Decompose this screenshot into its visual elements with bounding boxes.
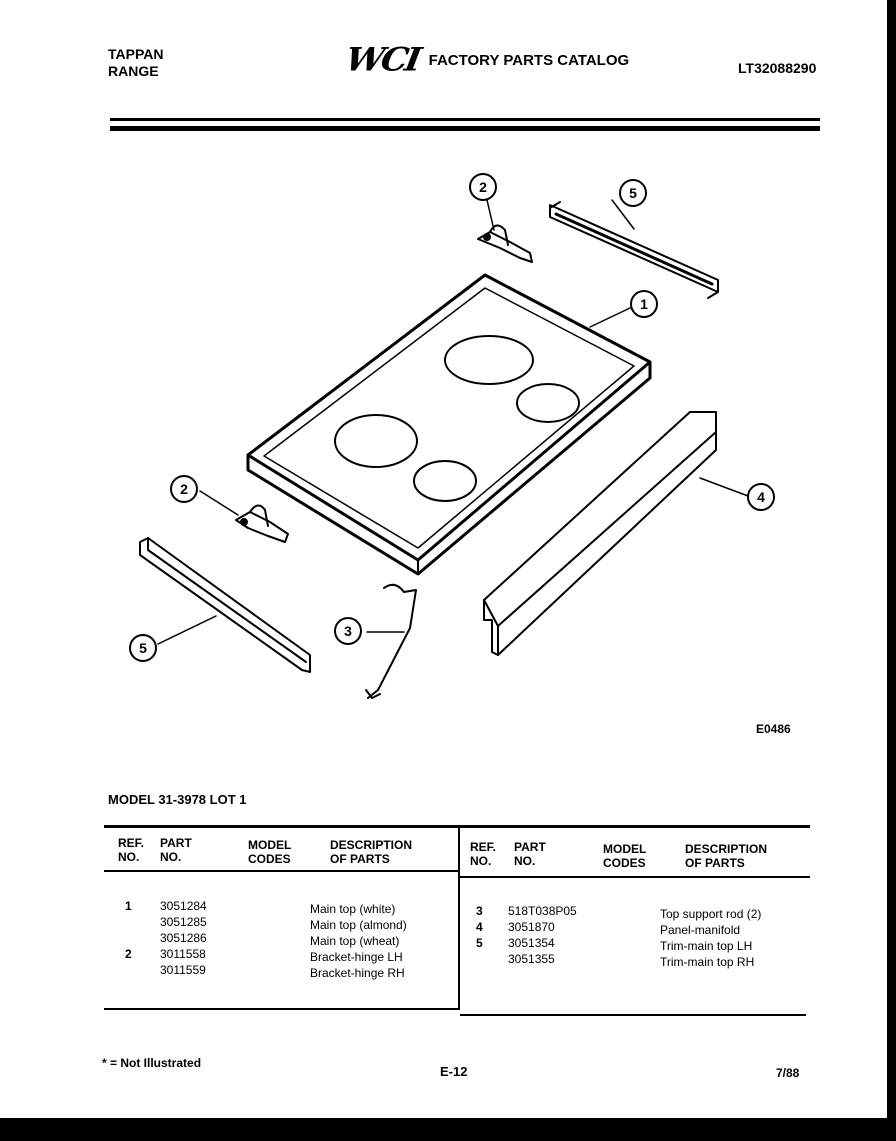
svg-text:5: 5 [629, 185, 637, 201]
table-bottom-rule-right [460, 1014, 806, 1016]
svg-text:1: 1 [640, 296, 648, 312]
catalog-page: TAPPAN RANGE WCI FACTORY PARTS CATALOG LT32088290 1 2 2 3 4 5 5 E0486 MODEL 31-3978 LOT 1 REF. NO. PART NO. MODEL CODES DESCRIPTION OF PARTS REF. NO. PART NO. MODEL CODES DESCRIPTION OF PARTS 1 3051284 Main top (white) 3051285 Main top (almond) 3051286 Main top (wheat) 2 3011558 Bracket-hinge LH 3011559 Bracket-hinge RH 3 518T038P05 Top support rod (2) 4 3051870 Panel-manifold 5 3051354 Trim-main top LH 3051355 Trim-main top RH * = Not Illustrated E-12 7/88 [0, 0, 887, 1118]
brand-line2: RANGE [108, 63, 159, 79]
catalog-title: FACTORY PARTS CATALOG [428, 51, 630, 69]
callout-5-left [130, 635, 156, 661]
table-header-rule-right [460, 876, 810, 878]
callout-3 [335, 618, 361, 644]
left-header-model: MODEL CODES [248, 838, 292, 866]
callout-4 [748, 484, 774, 510]
callout-5-right [620, 180, 646, 206]
header-rule-bottom [110, 126, 820, 131]
right-header-desc: DESCRIPTION OF PARTS [685, 842, 768, 870]
svg-text:2: 2 [180, 481, 188, 497]
trim-right-drawing [550, 202, 718, 298]
callout-2-top [470, 174, 496, 200]
wci-logo: WCI [342, 41, 422, 79]
table-top-rule [104, 825, 810, 828]
hinge-bracket-left-drawing [236, 505, 288, 542]
exploded-parts-diagram [0, 150, 887, 710]
table-bottom-rule-left [104, 1008, 458, 1010]
page-number: E-12 [440, 1064, 468, 1079]
svg-text:2: 2 [479, 179, 487, 195]
left-header-ref: REF. NO. [118, 836, 145, 864]
trim-left-drawing [140, 538, 310, 672]
right-header-part: PART NO. [514, 840, 546, 868]
model-line: MODEL 31-3978 LOT 1 [108, 792, 247, 807]
revision-date: 7/88 [776, 1066, 800, 1080]
diagram-code: E0486 [756, 722, 791, 736]
brand-line1: TAPPAN [108, 46, 164, 62]
left-header-desc: DESCRIPTION OF PARTS [330, 838, 413, 866]
right-header-model: MODEL CODES [603, 842, 647, 870]
hinge-bracket-top-drawing [478, 225, 532, 262]
callout-2-left [171, 476, 197, 502]
svg-text:5: 5 [139, 640, 147, 656]
footnote: * = Not Illustrated [102, 1056, 202, 1070]
svg-text:3: 3 [344, 623, 352, 639]
table-center-divider [458, 828, 460, 1010]
right-header-ref: REF. NO. [470, 840, 497, 868]
catalog-heading [342, 40, 646, 79]
header-rule-top [110, 118, 820, 121]
brand-block [108, 46, 163, 80]
table-header-rule-left [104, 870, 458, 872]
svg-text:4: 4 [757, 489, 765, 505]
catalog-number: LT32088290 [738, 60, 817, 76]
support-rod-drawing [366, 585, 416, 698]
left-header-part: PART NO. [160, 836, 192, 864]
callout-1 [631, 291, 657, 317]
